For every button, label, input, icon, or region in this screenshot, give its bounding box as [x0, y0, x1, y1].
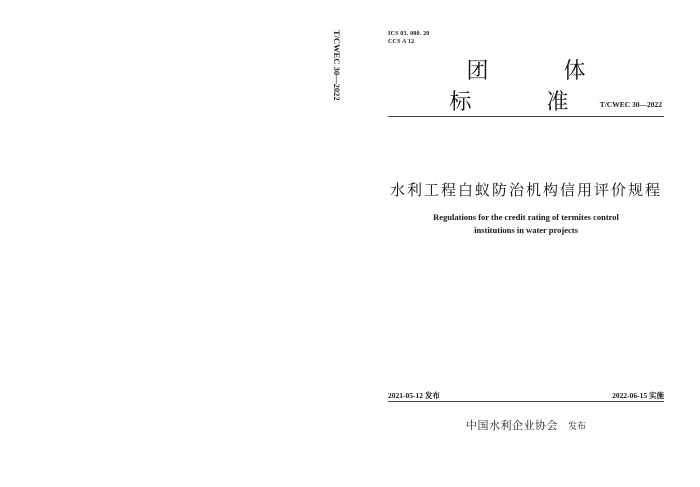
implementation-date: 2022-06-15 实施	[612, 391, 664, 400]
spine	[331, 30, 345, 120]
title-chinese: 水利工程白蚁防治机构信用评价规程	[389, 181, 662, 199]
title-english-line2: institutions in water projects	[474, 225, 578, 235]
footer-divider	[388, 401, 664, 402]
header-divider	[388, 116, 664, 117]
cover-page	[388, 0, 664, 487]
issue-date: 2021-05-12 发布	[388, 391, 440, 400]
ccs-code: CCS A 12	[388, 39, 415, 45]
standard-code: T/CWEC 30—2022	[599, 100, 662, 109]
title-english-line1: Regulations for the credit rating of termites control	[433, 212, 619, 222]
standard-type-title: 团 体 标 准	[449, 59, 620, 115]
spine-standard-code: T/CWEC 30—2022	[332, 30, 342, 101]
publisher-name: 中国水利企业协会	[465, 419, 558, 432]
publisher-verb: 发布	[567, 422, 586, 432]
publisher	[388, 417, 664, 433]
ics-code: ICS 03. 080. 20	[388, 31, 430, 37]
